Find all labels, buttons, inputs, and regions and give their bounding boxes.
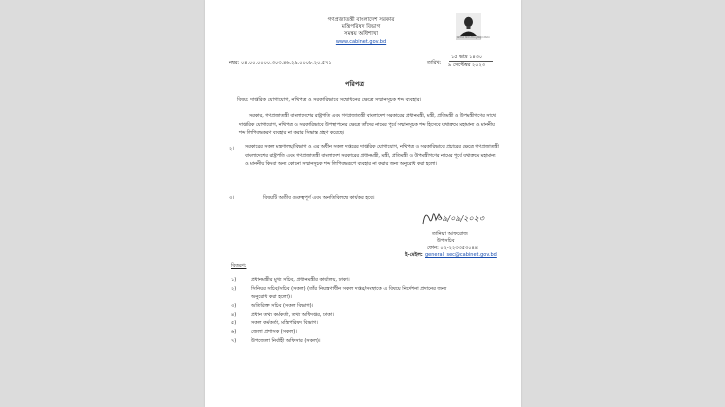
date-bangla: ১৫ ভাদ্র ১৪৩০ [451,54,483,60]
point-2-number: ২। [229,146,235,152]
signature-date: ০৯/০৯/২০২৩ [437,214,484,223]
portrait-caption: জাতির পিতা শেখ মুজিবুর রহমান [457,35,490,39]
point-2-text: সরকারের সকল মন্ত্রণালয়/বিভাগ ও এর অধীন সকল দপ্তরের দাপ্তরিক যোগাযোগ, নথিপত্র ও সরকারিভাবে প্রচারের ক্ষেত্রে গণপ্রজাতন্ত্রী বাংলাদেশের রাষ্ট্রপতি এবং গণপ্রজাতন্ত্রী বাংলাদেশ সরকারের প্রধানমন্ত্রী, মন্ত্রী, প্রতিমন্ত্রী ও উপমন্ত্রীগণের নামের পূর্বে যথাক্রমে মহামান্য ও মাননীয় কিংবা অন্য কোনো সম্মানসূচক শব্দ লিপিবদ্ধরূপে ব্যবহার না করার জন্য অনুরোধ করা হলো। [245,145,499,167]
distribution-5-text: সকল কর্মকর্তা, মন্ত্রিপরিষদ বিভাগ। [251,320,318,326]
email-label: ই-মেইল: [405,252,423,258]
distribution-1-text: প্রধানমন্ত্রীর মুখ্য সচিব, প্রধানমন্ত্রীর কার্যালয়, ঢাকা। [251,277,350,283]
distribution-6-number: ৬) [231,329,237,335]
distribution-2-text-cont: অনুরোধ করা হলো)। [251,294,292,300]
portrait-image [456,13,490,40]
signature-icon [420,207,484,229]
signatory-designation: উপসচিব [437,238,455,244]
website-link[interactable]: www.cabinet.gov.bd [335,39,387,45]
distribution-7-text: উপজেলা নির্বাহী অফিসার (সকল)। [251,338,321,344]
document-title: পরিপত্র [345,80,365,88]
point-3-number: ৩। [229,195,235,201]
signatory-name: তানিয়া আফরোজ [432,231,468,237]
distribution-2-text: সিনিয়র সচিব/সচিব (সকল) (তাঁর নিয়ন্ত্রণাধীন সকল দপ্তর/সংস্থাকে এ বিষয়ে নির্দেশনা প্রদানের জন্য [251,286,447,292]
distribution-3-text: অতিরিক্ত সচিব (সকল বিভাগ)। [251,303,314,309]
distribution-1-number: ১) [231,277,237,283]
point-3-text: বিষয়টি অতীব গুরুত্বপূর্ণ এবং অনতিবিলম্বে কার্যকর হবে। [263,195,375,201]
header-line-3: সমন্বয় অধিশাখা [343,31,379,37]
signatory-phone: ফোন: ০২-২২৩৩৫৩০৪৪ [427,245,478,251]
subject-line: বিষয়: দাপ্তরিক যোগাযোগ, নথিপত্র ও সরকারিভাবে সম্বোধনের ক্ষেত্রে সম্মানসূচক শব্দ ব্যবহার। [237,97,422,103]
handwritten-signature [420,207,484,229]
signatory-email[interactable]: general_sec@cabinet.gov.bd [425,252,497,258]
header-line-1: গণপ্রজাতন্ত্রী বাংলাদেশ সরকার [327,17,395,23]
header-line-2: মন্ত্রিপরিষদ বিভাগ [341,24,381,30]
date-label: তারিখ: [427,60,442,66]
intro-paragraph: সরকার, গণপ্রজাতন্ত্রী বাংলাদেশের রাষ্ট্রপতি এবং গণপ্রজাতন্ত্রী বাংলাদেশ সরকারের প্রধানমন্ত্রী, মন্ত্রী, প্রতিমন্ত্রী ও উপমন্ত্রীগণের সাথে দাপ্তরিক যোগাযোগ, নথিপত্র ও সরকারিভাবে উপস্থাপনের ক্ষেত্রে তাঁদের নামের পূর্বে সম্মানসূচক শব্দ হিসেবে যথাক্রমে মহামান্য ও মাননীয় শব্দ লিপিবদ্ধকরণ ব্যবহার না করার সিদ্ধান্ত গ্রহণ করেছে। [239,114,496,136]
distribution-4-text: প্রধান তথ্য কর্মকর্তা, তথ্য অধিদপ্তর, ঢাকা। [251,312,335,318]
memo-number: নম্বর: ০৪.০০.০০০০.৩০৩.৪৬.২৯.০০০৮.২০.৫৭১ [229,60,332,66]
document-page [205,0,521,407]
date-english: ৯ সেপ্টেম্বর ২০২৩ [448,62,486,68]
distribution-6-text: জেলা প্রশাসক (সকল)। [251,329,298,335]
distribution-3-number: ৩) [231,303,237,309]
distribution-5-number: ৫) [231,320,237,326]
distribution-title: বিতরণ: [231,263,247,269]
distribution-2-number: ২) [231,286,237,292]
distribution-4-number: ৪) [231,312,237,318]
distribution-7-number: ৭) [231,338,237,344]
